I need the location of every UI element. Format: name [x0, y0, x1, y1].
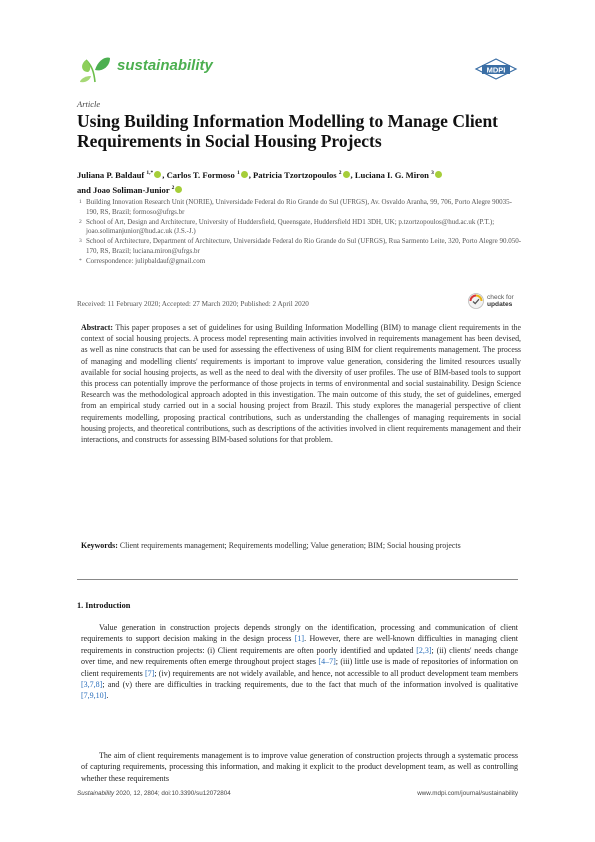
check-for-updates-button[interactable]: [468, 291, 524, 313]
check-for-updates-icon: [468, 293, 484, 309]
mdpi-logo-text: MDPI: [486, 65, 506, 75]
citation-link[interactable]: [7,9,10]: [81, 691, 107, 701]
affiliation-item: [77, 198, 522, 217]
paragraph-text: ; (ii) clients' needs change over time, and new requirements often emerge throughout project stages: [81, 645, 518, 667]
affiliations: [77, 198, 522, 267]
author-name[interactable]: Joao Soliman-Junior: [93, 184, 170, 195]
author-name[interactable]: Juliana P. Baldauf: [77, 169, 145, 180]
author-list: Juliana P. Baldauf $^{1,*}$ , Carlos T. Formoso $^1$ , Patricia Tzortzopoulos $^2$ , Luciana I. G. Miron $^3$ and Joao Soliman-Junior $^2$: [77, 167, 522, 197]
footer-journal: Sustainability: [77, 790, 115, 797]
author-name[interactable]: Carlos T. Formoso: [166, 169, 235, 180]
citation-link[interactable]: [7]: [145, 668, 155, 678]
affiliation-number: 2: [79, 218, 82, 225]
keywords: [81, 540, 521, 551]
orcid-icon[interactable]: [175, 186, 182, 193]
article-type: Article: [77, 99, 101, 109]
citation-link[interactable]: [2,3]: [416, 645, 432, 655]
body-paragraph: [81, 622, 518, 702]
article-title: Using Building Information Modelling to Manage Client Requirements in Social Housing Projects: [77, 111, 499, 151]
journal-name[interactable]: sustainability: [117, 57, 213, 74]
body-paragraph: The aim of client requirements management is to improve value generation of construction projects through a systematic process of capturing requirements, processing this information, and making it explicit to the product development team, as well as controlling whether these requirements: [81, 751, 518, 783]
check-for-updates-label: [487, 294, 514, 308]
author-affiliation-sup: 2: [171, 184, 175, 191]
abstract: [81, 322, 521, 445]
publication-dates: Received: 11 February 2020; Accepted: 27 March 2020; Published: 2 April 2020: [77, 300, 309, 308]
orcid-icon[interactable]: [154, 171, 161, 178]
orcid-icon[interactable]: [343, 171, 350, 178]
section-divider: [77, 579, 518, 580]
footer-citation: [77, 790, 231, 797]
leaf-logo-icon: [78, 50, 112, 84]
author-affiliation-sup: 1,*: [146, 170, 154, 176]
author-name[interactable]: Patricia Tzortzopoulos: [252, 169, 337, 180]
author-affiliation-sup: 1: [236, 170, 240, 176]
author-affiliation-sup: 2: [338, 170, 342, 176]
mdpi-logo-icon[interactable]: [474, 58, 518, 80]
paragraph-text: ; and (v) there are difficulties in tracking requirements, due to the fact that much of the information involved is qualitative: [102, 680, 518, 690]
affiliation-item: [77, 237, 522, 256]
paragraph-text: .: [106, 691, 109, 701]
citation-link[interactable]: [4–7]: [318, 657, 336, 667]
orcid-icon[interactable]: [241, 171, 248, 178]
keywords-text: Client requirements management; Requirements modelling; Value generation; BIM; Social housing projects: [119, 541, 461, 550]
author-name[interactable]: Luciana I. G. Miron: [354, 169, 429, 180]
affiliation-number: 3: [79, 238, 82, 245]
correspondence-text: Correspondence: julipbaldauf@gmail.com: [86, 256, 206, 265]
affiliation-text: School of Art, Design and Architecture, University of Huddersfield, Queensgate, Huddersfield HD1 3DH, UK; p.tzortzopoulos@hud.ac.uk (P.T.); joao.solimanjunior@hud.ac.uk (J.S.-J.): [86, 217, 495, 236]
affiliation-item: [77, 218, 522, 237]
affiliation-text: Building Innovation Research Unit (NORIE), Universidade Federal do Rio Grande do Sul (UFRGS), Av. Osvaldo Aranha, 99, 706, Porto Alegre 90035-190, RS, Brazil; formoso@ufrgs.br: [86, 198, 512, 216]
citation-link[interactable]: [3,7,8]: [81, 680, 103, 690]
author-affiliation-sup: 3: [431, 170, 434, 176]
section-heading: 1. Introduction: [77, 601, 131, 610]
paragraph-text: . However, there are well-known difficulties in managing client requirements in construction projects: (i) Client requirements are often poorly identified and updated: [81, 634, 518, 655]
check-for-updates-line2: updates: [487, 301, 513, 309]
check-for-updates-line1: check for: [487, 294, 514, 301]
affiliation-number: *: [79, 257, 82, 264]
affiliation-number: 1: [79, 199, 82, 205]
paragraph-text: Value generation in construction projects depends strongly on the identification, processing and communication of client requirements to support decision making in the design process: [81, 623, 518, 644]
affiliation-text: School of Architecture, Department of Architecture, Universidade Federal do Rio Grande do Sul (UFRGS), Rua Sarmento Leite, 320, Porto Alegre 90.050-170, RS, Brazil; luciana.miron@ufrgs.br: [86, 237, 522, 255]
abstract-label: Abstract:: [81, 323, 113, 332]
footer-citation-text: 2020, 12, 2804; doi:10.3390/su12072804: [114, 790, 231, 797]
keywords-label: Keywords:: [81, 541, 118, 550]
orcid-icon[interactable]: [435, 171, 442, 178]
abstract-text: This paper proposes a set of guidelines for using Building Information Modelling (BIM) to manage client requirements in the context of social housing projects. A process model representing main activities involved in requirements management has been devised, as well as nine constructs that can be used for assessing the effectiveness of using BIM for client requirements management. The process of managing and modelling clients' requirements is important to improve value generation, considering the limited resources usually available for social housing projects, as well as the need to deal with the diversity of user profiles. The use of BIM-based tools to support this process can potentially improve the performance of those projects in terms of environmental and social sustainability. Design Science Research was the methodological approach adopted in this investigation. The main outcome of this study, the set of guidelines, emerged from an empirical study carried out in a social housing project from Brazil. This study explores the managerial perspective of client requirements modelling, proposing practical contributions, such as understanding the challenges of managing requirements in social housing projects, and theoretical contributions, such as descriptions of the activities involved in client requirements management and their interactions, and constructs for assessing BIM-based solutions for that problem.: [81, 323, 521, 445]
citation-link[interactable]: [1]: [294, 634, 305, 644]
paragraph-text: ; (iii) little use is made of repositories of information on client requirements: [81, 657, 518, 678]
paragraph-text: ; (iv) requirements are not widely available, and hence, not accessible to all product development team members: [154, 668, 519, 678]
correspondence: [77, 257, 522, 267]
footer-url[interactable]: www.mdpi.com/journal/sustainability: [417, 790, 518, 797]
